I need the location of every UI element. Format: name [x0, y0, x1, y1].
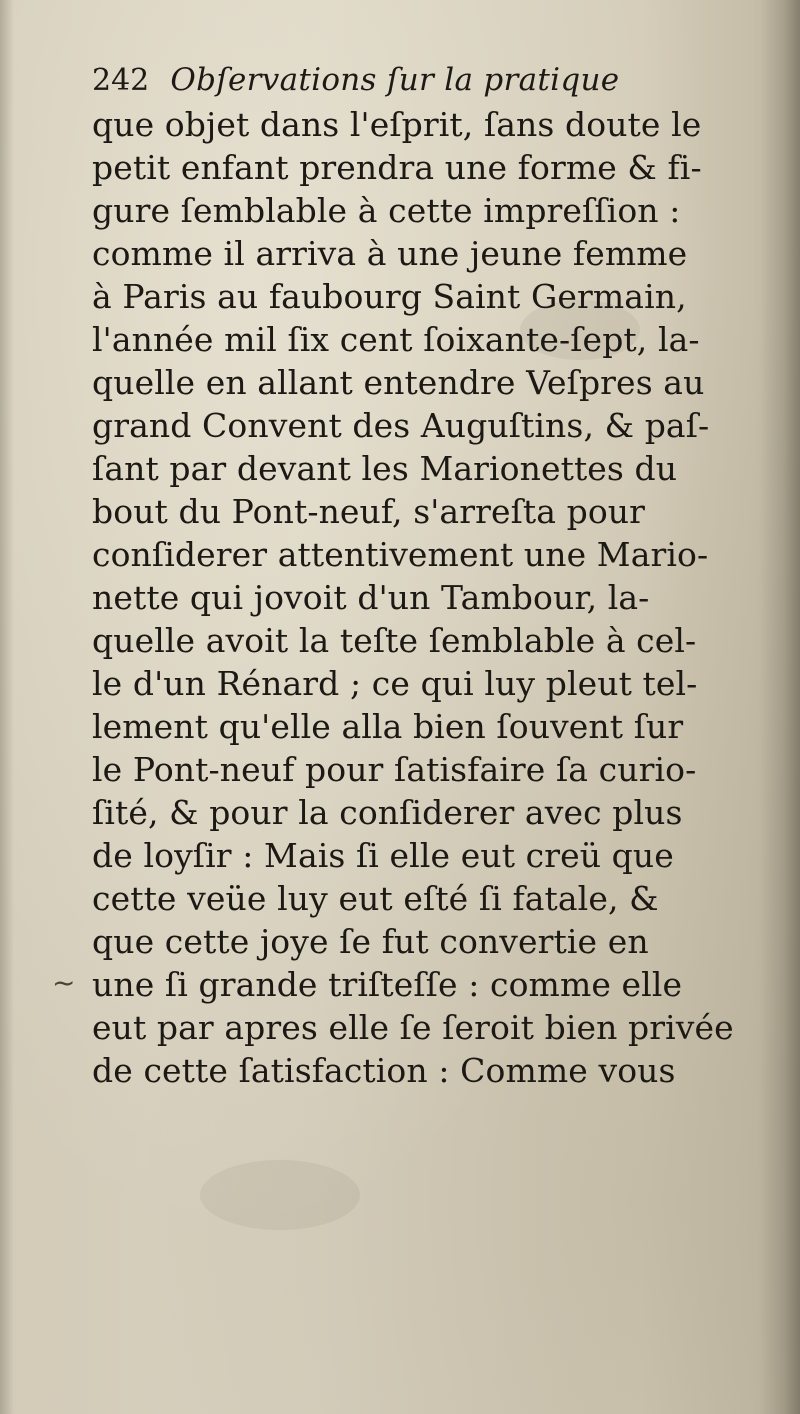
text-line: que objet dans l'eſprit, ſans doute le	[92, 105, 702, 144]
text-line: à Paris au faubourg Saint Germain,	[92, 277, 687, 316]
text-line: quelle avoit la teſte ſemblable à cel-	[92, 621, 697, 660]
text-line: lement qu'elle alla bien ſouvent ſur	[92, 707, 684, 746]
text-line: une ſi grande triſteſſe : comme elle	[92, 965, 683, 1004]
text-line: l'année mil ſix cent ſoixante-ſept, la-	[92, 320, 700, 359]
running-header	[92, 62, 732, 108]
page-left-shadow	[0, 0, 14, 1414]
text-line: ſant par devant les Marionettes du	[92, 449, 678, 488]
text-line: eut par apres elle ſe ſeroit bien privée	[92, 1008, 734, 1047]
running-title: Obſervations ſur la pratique	[170, 62, 620, 98]
text-line: le Pont-neuf pour ſatisfaire ſa curio-	[92, 750, 697, 789]
page-gutter-shadow	[760, 0, 800, 1414]
text-line: conſiderer attentivement une Mario-	[92, 535, 709, 574]
page-number: 242	[92, 63, 150, 98]
text-line: cette veüe luy eut eſté ſi fatale, &	[92, 879, 659, 918]
text-line: grand Convent des Auguſtins, & paſ-	[92, 406, 710, 445]
text-line: comme il arriva à une jeune femme	[92, 234, 688, 273]
text-line: nette qui jovoit d'un Tambour, la-	[92, 578, 650, 617]
text-line: de cette ſatisfaction : Comme vous	[92, 1051, 676, 1090]
text-line: ſité, & pour la conſiderer avec plus	[92, 793, 683, 832]
margin-mark: ~	[52, 966, 76, 999]
text-line: bout du Pont-neuf, s'arreſta pour	[92, 492, 646, 531]
text-line: le d'un Rénard ; ce qui luy pleut tel-	[92, 664, 698, 703]
paper-stain	[200, 1160, 360, 1230]
text-line: quelle en allant entendre Veſpres au	[92, 363, 705, 402]
text-line: que cette joye ſe fut convertie en	[92, 922, 649, 961]
text-line: gure ſemblable à cette impreſſion :	[92, 191, 681, 230]
text-line: de loyſir : Mais ſi elle eut creü que	[92, 836, 674, 875]
body-text	[92, 103, 764, 1092]
text-line: petit enfant prendra une forme & fi-	[92, 148, 702, 187]
